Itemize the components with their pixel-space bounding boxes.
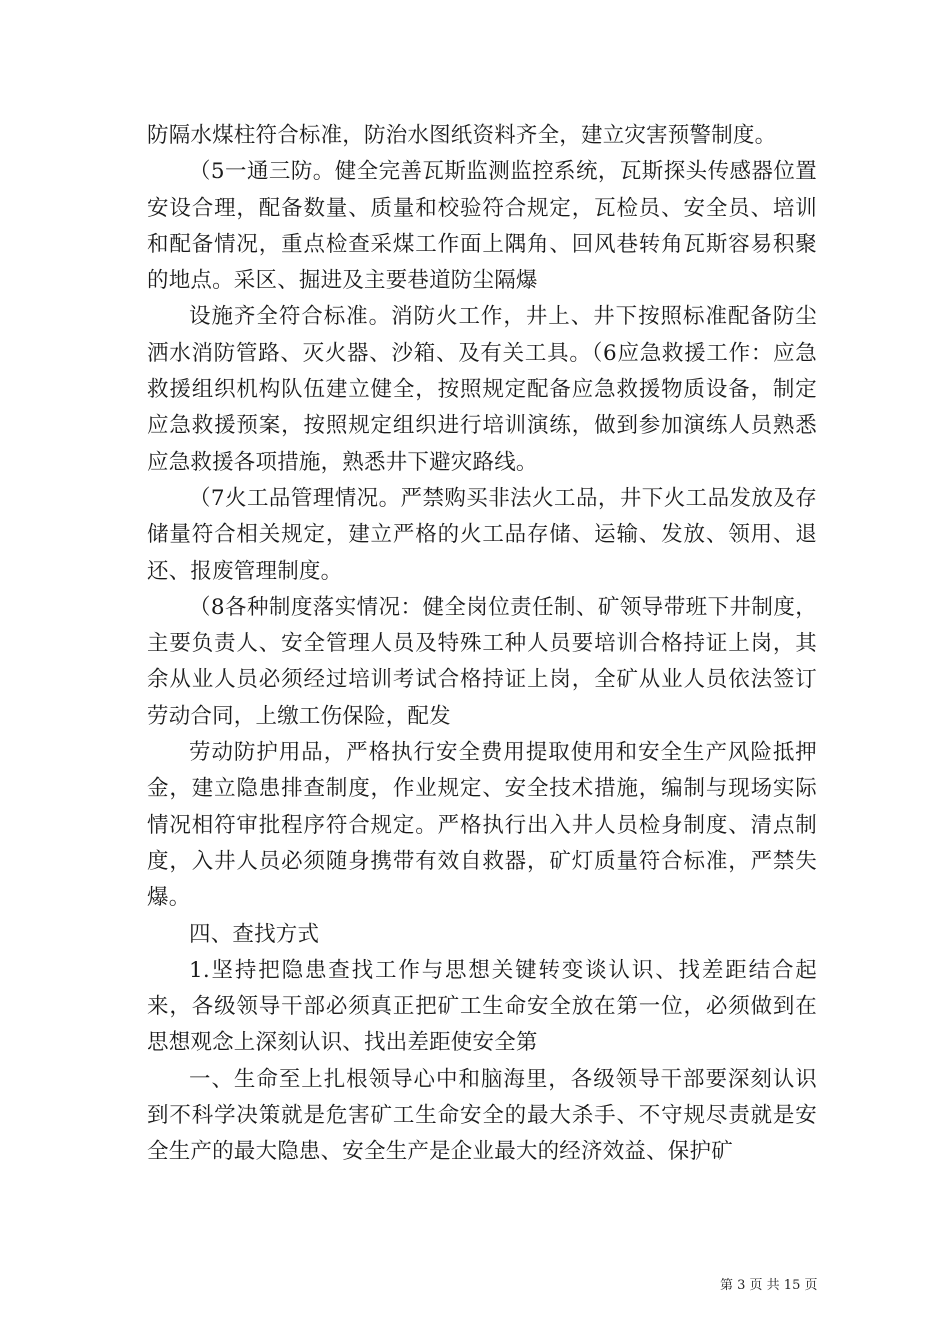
paragraph-7: 1.坚持把隐患查找工作与思想关键转变谈认识、找差距结合起来，各级领导干部必须真正把矿工生命安全放在第一位，必须做到在思想观念上深刻认识、找出差距使安全第 (147, 957, 817, 1056)
paragraph-8: 一、生命至上扎根领导心中和脑海里，各级领导干部要深刻认识到不科学决策就是危害矿工生命安全的最大杀手、不守规尽责就是安全生产的最大隐患、安全生产是企业最大的经济效益、保护矿 (147, 1066, 817, 1165)
paragraph-4: （7火工品管理情况。严禁购买非法火工品，井下火工品发放及存储量符合相关规定，建立严格的火工品存储、运输、发放、领用、退还、报废管理制度。 (147, 485, 817, 584)
paragraph-3: 设施齐全符合标准。消防火工作，井上、井下按照标准配备防尘洒水消防管路、灭火器、沙箱、及有关工具。（6应急救援工作：应急救援组织机构队伍建立健全，按照规定配备应急救援物质设备，制定应急救援预案，按照规定组织进行培训演练，做到参加演练人员熟悉应急救援各项措施，熟悉井下避灾路线。 (147, 304, 817, 475)
section-heading: 四、查找方式 (189, 921, 320, 947)
paragraph-6: 劳动防护用品，严格执行安全费用提取使用和安全生产风险抵押金，建立隐患排查制度，作业规定、安全技术措施，编制与现场实际情况相符审批程序符合规定。严格执行出入井人员检身制度、清点制度，入井人员必须随身携带有效自救器，矿灯质量符合标准，严禁失爆。 (147, 740, 817, 911)
paragraph-1: 防隔水煤柱符合标准，防治水图纸资料齐全，建立灾害预警制度。 (147, 123, 777, 148)
document-body (147, 118, 817, 1171)
paragraph-5: （8各种制度落实情况：健全岗位责任制、矿领导带班下井制度，主要负责人、安全管理人员及特殊工种人员要培训合格持证上岗，其余从业人员必须经过培训考试合格持证上岗，全矿从业人员依法签订劳动合同，上缴工伤保险，配发 (147, 594, 817, 729)
paragraph-2: （5一通三防。健全完善瓦斯监测监控系统，瓦斯探头传感器位置安设合理，配备数量、质量和校验符合规定，瓦检员、安全员、培训和配备情况，重点检查采煤工作面上隅角、回风巷转角瓦斯容易积聚的地点。采区、掘进及主要巷道防尘隔爆 (147, 159, 817, 294)
page-number-footer: 第 3 页 共 15 页 (720, 1278, 818, 1293)
